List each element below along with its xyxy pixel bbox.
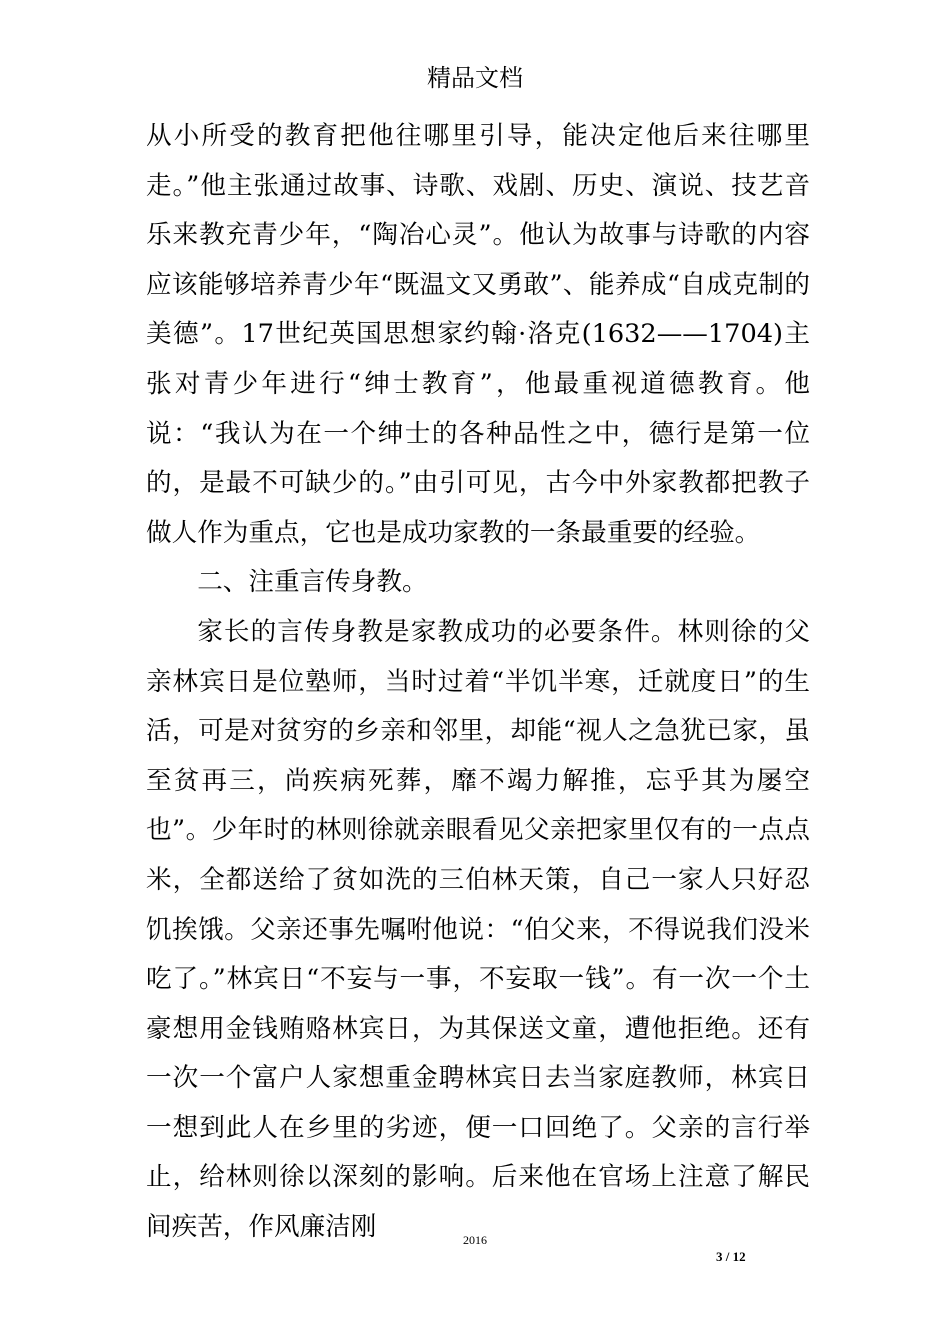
body-paragraph: 家长的言传身教是家教成功的必要条件。林则徐的父亲林宾日是位塾师，当时过着“半饥半寒，迁就度日”的生活，可是对贫穷的乡亲和邻里，却能“视人之急犹已家，虽至贫再三，尚疾病死葬，靡不竭力解推，忘乎其为屡空也”。少年时的林则徐就亲眼看见父亲把家里仅有的一点点米，全都送给了贫如洗的三伯林天策，自己一家人只好忍饥挨饿。父亲还事先嘱咐他说：“伯父来，不得说我们没米吃了。”林宾日“不妄与一事，不妄取一钱”。有一次一个土豪想用金钱贿赂林宾日，为其保送文童，遭他拒绝。还有一次一个富户人家想重金聘林宾日去当家庭教师，林宾日一想到此人在乡里的劣迹，便一口回绝了。父亲的言行举止，给林则徐以深刻的影响。后来他在官场上注意了解民间疾苦，作风廉洁刚 — [146, 616, 810, 1243]
document-body — [146, 112, 810, 1253]
page-number: 3 / 12 — [716, 1249, 746, 1264]
body-paragraph-continued: 从小所受的教育把他往哪里引导，能决定他后来往哪里走。”他主张通过故事、诗歌、戏剧、历史、演说、技艺音乐来教充青少年，“陶冶心灵”。他认为故事与诗歌的内容应该能够培养青少年“既温文又勇敢”、能养成“自成克制的美德”。17世纪英国思想家约翰·洛克(1632——1704)主张对青少年进行“绅士教育”，他最重视道德教育。他说：“我认为在一个绅士的各种品性之中，德行是第一位的，是最不可缺少的。”由引可见，古今中外家教都把教子做人作为重点，它也是成功家教的一条最重要的经验。 — [146, 121, 810, 548]
page-header-title: 精品文档 — [427, 64, 523, 92]
section-heading: 二、注重言传身教。 — [197, 567, 428, 598]
footer-year: 2016 — [463, 1233, 487, 1247]
